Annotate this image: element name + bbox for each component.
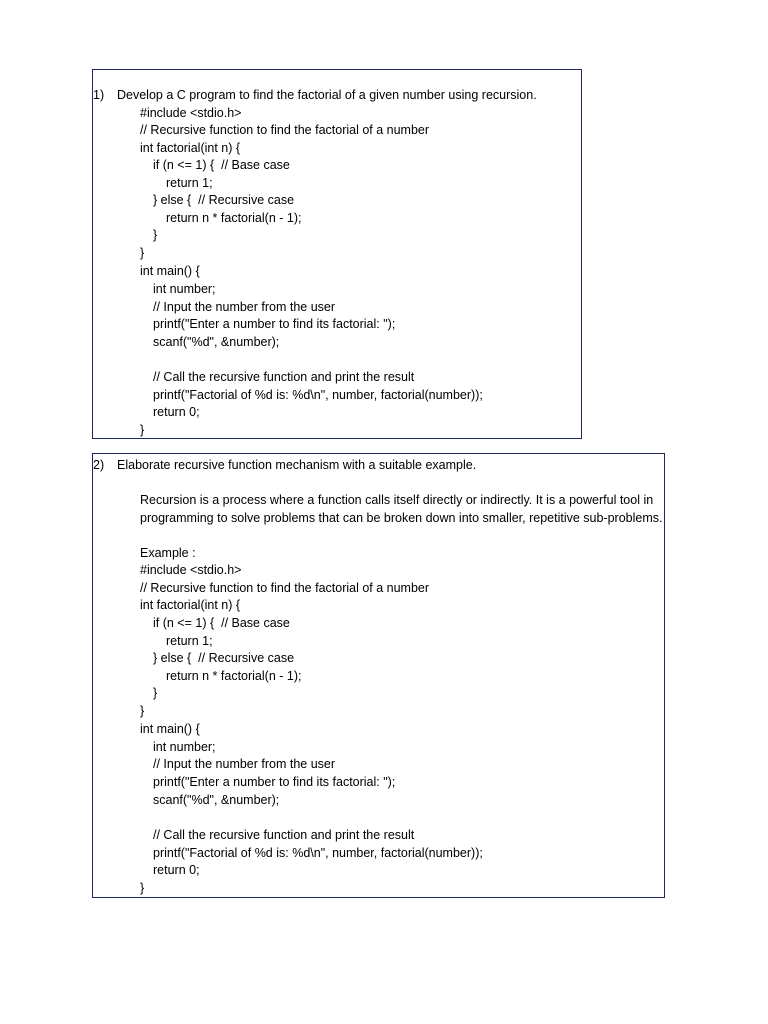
- code-line: return 1;: [166, 176, 213, 190]
- code-line: // Call the recursive function and print the result: [153, 370, 415, 384]
- code-line: } else { // Recursive case: [153, 651, 295, 665]
- code-line: // Recursive function to find the factorial of a number: [140, 581, 430, 595]
- code-line: scanf("%d", &number);: [153, 793, 280, 807]
- recursion-explanation: Recursion is a process where a function calls itself directly or indirectly. It is a powerful tool in programming to solve problems that can be broken down into smaller, repetitive sub-problems.: [140, 493, 663, 525]
- code-line: // Input the number from the user: [153, 757, 336, 771]
- code-line: scanf("%d", &number);: [153, 335, 280, 349]
- question-1-title: Develop a C program to find the factorial of a given number using recursion.: [117, 88, 537, 102]
- question-1-number: 1): [93, 88, 105, 102]
- code-line: int main() {: [140, 264, 200, 278]
- question-2-title: Elaborate recursive function mechanism with a suitable example.: [117, 458, 477, 472]
- code-line: int factorial(int n) {: [140, 141, 241, 155]
- code-line: #include <stdio.h>: [140, 106, 242, 120]
- code-line: }: [140, 246, 145, 260]
- question-1-box: [92, 69, 582, 439]
- example-label: Example :: [140, 546, 196, 560]
- code-line: printf("Enter a number to find its factorial: ");: [153, 775, 396, 789]
- code-line: return 1;: [166, 634, 213, 648]
- code-line: int factorial(int n) {: [140, 598, 241, 612]
- code-line: return 0;: [153, 863, 200, 877]
- code-line: printf("Enter a number to find its factorial: ");: [153, 317, 396, 331]
- question-2-box: [92, 453, 665, 898]
- code-line: #include <stdio.h>: [140, 563, 242, 577]
- code-line: // Recursive function to find the factorial of a number: [140, 123, 430, 137]
- question-2-number: 2): [93, 458, 105, 472]
- code-line: }: [140, 423, 145, 437]
- code-line: // Call the recursive function and print the result: [153, 828, 415, 842]
- code-line: return 0;: [153, 405, 200, 419]
- code-line: return n * factorial(n - 1);: [166, 669, 302, 683]
- code-line: // Input the number from the user: [153, 300, 336, 314]
- code-line: } else { // Recursive case: [153, 193, 295, 207]
- code-line: return n * factorial(n - 1);: [166, 211, 302, 225]
- code-line: }: [153, 228, 158, 242]
- code-line: int number;: [153, 740, 216, 754]
- code-line: int number;: [153, 282, 216, 296]
- code-line: if (n <= 1) { // Base case: [153, 158, 290, 172]
- code-line: int main() {: [140, 722, 200, 736]
- code-line: if (n <= 1) { // Base case: [153, 616, 290, 630]
- code-line: }: [153, 686, 158, 700]
- code-line: printf("Factorial of %d is: %d\n", number, factorial(number));: [153, 388, 483, 402]
- code-line: }: [140, 881, 145, 895]
- code-line: printf("Factorial of %d is: %d\n", number, factorial(number));: [153, 846, 483, 860]
- code-line: }: [140, 704, 145, 718]
